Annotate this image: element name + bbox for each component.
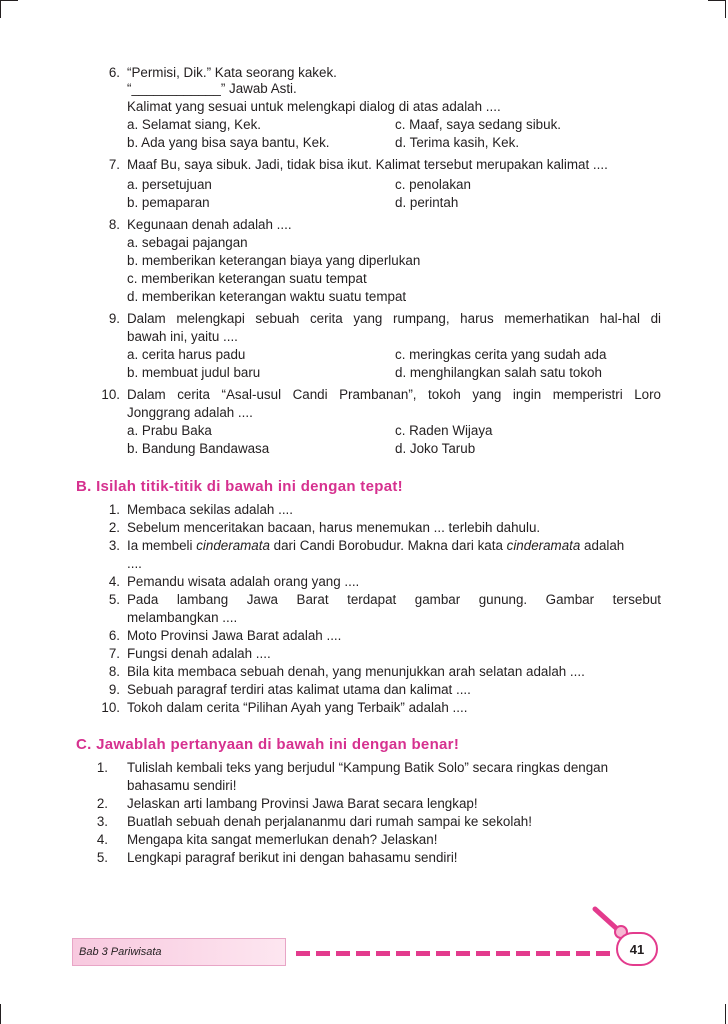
question-text: Lengkapi paragraf berikut ini dengan bahasamu sendiri! bbox=[127, 850, 458, 865]
question-number: 4. bbox=[108, 574, 120, 589]
question-number: 5. bbox=[108, 592, 120, 607]
question-text: Mengapa kita sangat memerlukan denah? Jelaskan! bbox=[127, 832, 438, 847]
question-text: bahasamu sendiri! bbox=[127, 778, 237, 793]
question-number: 9. bbox=[108, 682, 120, 697]
question-text: Maaf Bu, saya sibuk. Jadi, tidak bisa ikut. Kalimat tersebut merupakan kalimat .... bbox=[127, 157, 608, 172]
question-text: Dalam cerita “Asal-usul Candi Prambanan”, tokoh yang ingin memperistri Loro bbox=[127, 387, 661, 402]
option-a: a. sebagai pajangan bbox=[127, 235, 248, 250]
question-text: Kalimat yang sesuai untuk melengkapi dialog di atas adalah .... bbox=[127, 99, 501, 114]
option-d: d. perintah bbox=[395, 195, 459, 210]
question-number: 7. bbox=[108, 646, 120, 661]
option-b: b. pemaparan bbox=[127, 195, 210, 210]
question-number: 4. bbox=[96, 832, 108, 847]
question-number: 5. bbox=[96, 850, 108, 865]
question-number: 8. bbox=[108, 217, 120, 232]
question-text: Jelaskan arti lambang Provinsi Jawa Barat secara lengkap! bbox=[127, 796, 478, 811]
option-d: d. Terima kasih, Kek. bbox=[395, 135, 520, 150]
question-number: 10. bbox=[101, 387, 120, 402]
crop-mark bbox=[725, 1004, 726, 1024]
question-text: Moto Provinsi Jawa Barat adalah .... bbox=[127, 628, 342, 643]
question-number: 3. bbox=[96, 814, 108, 829]
question-number: 3. bbox=[108, 538, 120, 553]
text-segment: dari Candi Borobudur. Makna dari kata bbox=[269, 538, 507, 553]
question-number: 8. bbox=[108, 664, 120, 679]
question-number: 1. bbox=[96, 760, 108, 775]
question-text: Pemandu wisata adalah orang yang .... bbox=[127, 574, 360, 589]
crop-mark bbox=[725, 0, 726, 18]
italic-term: cinderamata bbox=[196, 538, 270, 553]
question-number: 7. bbox=[108, 157, 120, 172]
option-b: b. Bandung Bandawasa bbox=[127, 441, 270, 456]
option-c: c. Maaf, saya sedang sibuk. bbox=[395, 117, 561, 132]
option-b: b. membuat judul baru bbox=[127, 365, 261, 380]
option-b: b. memberikan keterangan biaya yang diperlukan bbox=[127, 253, 421, 268]
question-text: “Permisi, Dik.” Kata seorang kakek. bbox=[127, 65, 337, 80]
question-number: 6. bbox=[108, 65, 120, 80]
crop-mark bbox=[708, 0, 726, 1]
section-c-heading: C. Jawablah pertanyaan di bawah ini dengan benar! bbox=[76, 736, 460, 753]
chapter-label: Bab 3 Pariwisata bbox=[79, 946, 162, 958]
question-text: Sebuah paragraf terdiri atas kalimat utama dan kalimat .... bbox=[127, 682, 471, 697]
option-d: d. Joko Tarub bbox=[395, 441, 476, 456]
section-b-heading: B. Isilah titik-titik di bawah ini dengan tepat! bbox=[76, 478, 403, 495]
question-number: 1. bbox=[108, 502, 120, 517]
question-number: 10. bbox=[101, 700, 120, 715]
question-text: .... bbox=[127, 556, 142, 571]
crop-mark bbox=[0, 0, 1, 18]
option-c: c. Raden Wijaya bbox=[395, 423, 493, 438]
question-text: bawah ini, yaitu .... bbox=[127, 329, 238, 344]
question-text: Pada lambang Jawa Barat terdapat gambar gunung. Gambar tersebut bbox=[127, 592, 661, 607]
question-text: Dalam melengkapi sebuah cerita yang rumpang, harus memerhatikan hal-hal di bbox=[127, 311, 661, 326]
question-text: Membaca sekilas adalah .... bbox=[127, 502, 293, 517]
italic-term: cinderamata bbox=[506, 538, 581, 553]
option-c: c. memberikan keterangan suatu tempat bbox=[127, 271, 367, 286]
option-c: c. penolakan bbox=[395, 177, 471, 192]
option-c: c. meringkas cerita yang sudah ada bbox=[395, 347, 607, 362]
question-text bbox=[127, 538, 624, 554]
question-text: Kegunaan denah adalah .... bbox=[127, 217, 292, 232]
question-text: melambangkan .... bbox=[127, 610, 238, 625]
option-a: a. Selamat siang, Kek. bbox=[127, 117, 261, 132]
question-text: Bila kita membaca sebuah denah, yang menunjukkan arah selatan adalah .... bbox=[127, 664, 585, 679]
chapter-label-box bbox=[72, 938, 286, 966]
option-d: d. memberikan keterangan waktu suatu tempat bbox=[127, 289, 407, 304]
page-number: 41 bbox=[629, 942, 645, 957]
option-a: a. persetujuan bbox=[127, 177, 212, 192]
question-number: 9. bbox=[108, 311, 120, 326]
option-a: a. cerita harus padu bbox=[127, 347, 246, 362]
option-a: a. Prabu Baka bbox=[127, 423, 212, 438]
question-text: Tokoh dalam cerita “Pilihan Ayah yang Terbaik” adalah .... bbox=[127, 700, 468, 715]
question-text: “____________” Jawab Asti. bbox=[127, 81, 297, 96]
question-text: Jonggrang adalah .... bbox=[127, 405, 253, 420]
page-number-badge bbox=[616, 932, 658, 966]
option-d: d. menghilangkan salah satu tokoh bbox=[395, 365, 602, 380]
question-number: 2. bbox=[108, 520, 120, 535]
question-text: Fungsi denah adalah .... bbox=[127, 646, 271, 661]
text-segment: adalah bbox=[580, 538, 625, 553]
crop-mark bbox=[0, 0, 18, 1]
crop-mark bbox=[0, 1004, 1, 1024]
question-text: Buatlah sebuah denah perjalananmu dari rumah sampai ke sekolah! bbox=[127, 814, 532, 829]
question-number: 2. bbox=[96, 796, 108, 811]
question-number: 6. bbox=[108, 628, 120, 643]
text-segment: Ia membeli bbox=[127, 538, 197, 553]
option-b: b. Ada yang bisa saya bantu, Kek. bbox=[127, 135, 330, 150]
question-text: Tulislah kembali teks yang berjudul “Kampung Batik Solo” secara ringkas dengan bbox=[127, 760, 609, 775]
question-text: Sebelum menceritakan bacaan, harus menemukan ... terlebih dahulu. bbox=[127, 520, 541, 535]
